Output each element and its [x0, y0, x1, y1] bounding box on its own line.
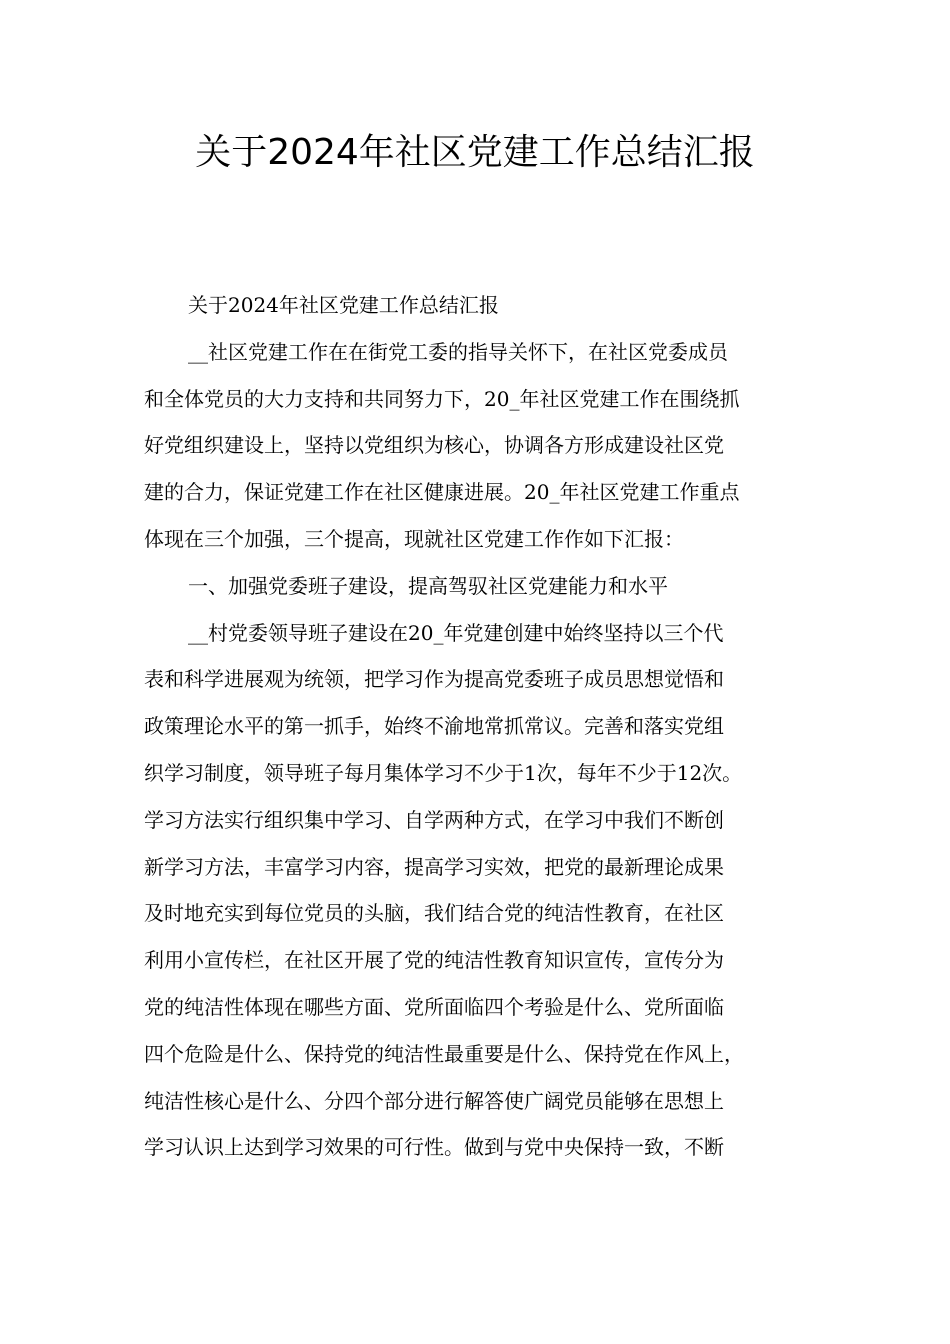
body-line: 好党组织建设上，坚持以党组织为核心，协调各方形成建设社区党: [144, 433, 724, 458]
body-line: 关于2024年社区党建工作总结汇报: [188, 293, 499, 317]
body-line: 四个危险是什么、保持党的纯洁性最重要是什么、保持党在作风上，: [144, 1041, 744, 1066]
body-line: 纯洁性核心是什么、分四个部分进行解答使广阔党员能够在思想上: [144, 1088, 724, 1113]
body-line: 利用小宣传栏，在社区开展了党的纯洁性教育知识宣传，宣传分为: [144, 948, 724, 973]
body-line: 及时地充实到每位党员的头脑，我们结合党的纯洁性教育，在社区: [144, 901, 724, 926]
document-title: 关于2024年社区党建工作总结汇报: [195, 132, 755, 173]
body-line: 一、加强党委班子建设，提高驾驭社区党建能力和水平: [188, 573, 668, 598]
body-line: 学习认识上达到学习效果的可行性。做到与党中央保持一致，不断: [144, 1135, 724, 1160]
document-body: [144, 282, 808, 1171]
body-line: 党的纯洁性体现在哪些方面、党所面临四个考验是什么、党所面临: [144, 994, 724, 1019]
body-line: 织学习制度，领导班子每月集体学习不少于1次，每年不少于12次。: [144, 760, 743, 785]
body-line: 新学习方法，丰富学习内容，提高学习实效，把党的最新理论成果: [144, 854, 724, 879]
body-line: 体现在三个加强，三个提高，现就社区党建工作作如下汇报：: [144, 526, 684, 551]
body-line: 建的合力，保证党建工作在社区健康进展。20_年社区党建工作重点: [144, 480, 740, 505]
body-line: __社区党建工作在在街党工委的指导关怀下，在社区党委成员: [188, 339, 728, 364]
body-line: __村党委领导班子建设在20_年党建创建中始终坚持以三个代: [188, 620, 724, 645]
body-line: 表和科学进展观为统领，把学习作为提高党委班子成员思想觉悟和: [144, 667, 724, 692]
body-line: 和全体党员的大力支持和共同努力下，20_年社区党建工作在围绕抓: [144, 386, 740, 411]
body-line: 学习方法实行组织集中学习、自学两种方式，在学习中我们不断创: [144, 807, 724, 832]
body-line: 政策理论水平的第一抓手，始终不渝地常抓常议。完善和落实党组: [144, 714, 724, 739]
